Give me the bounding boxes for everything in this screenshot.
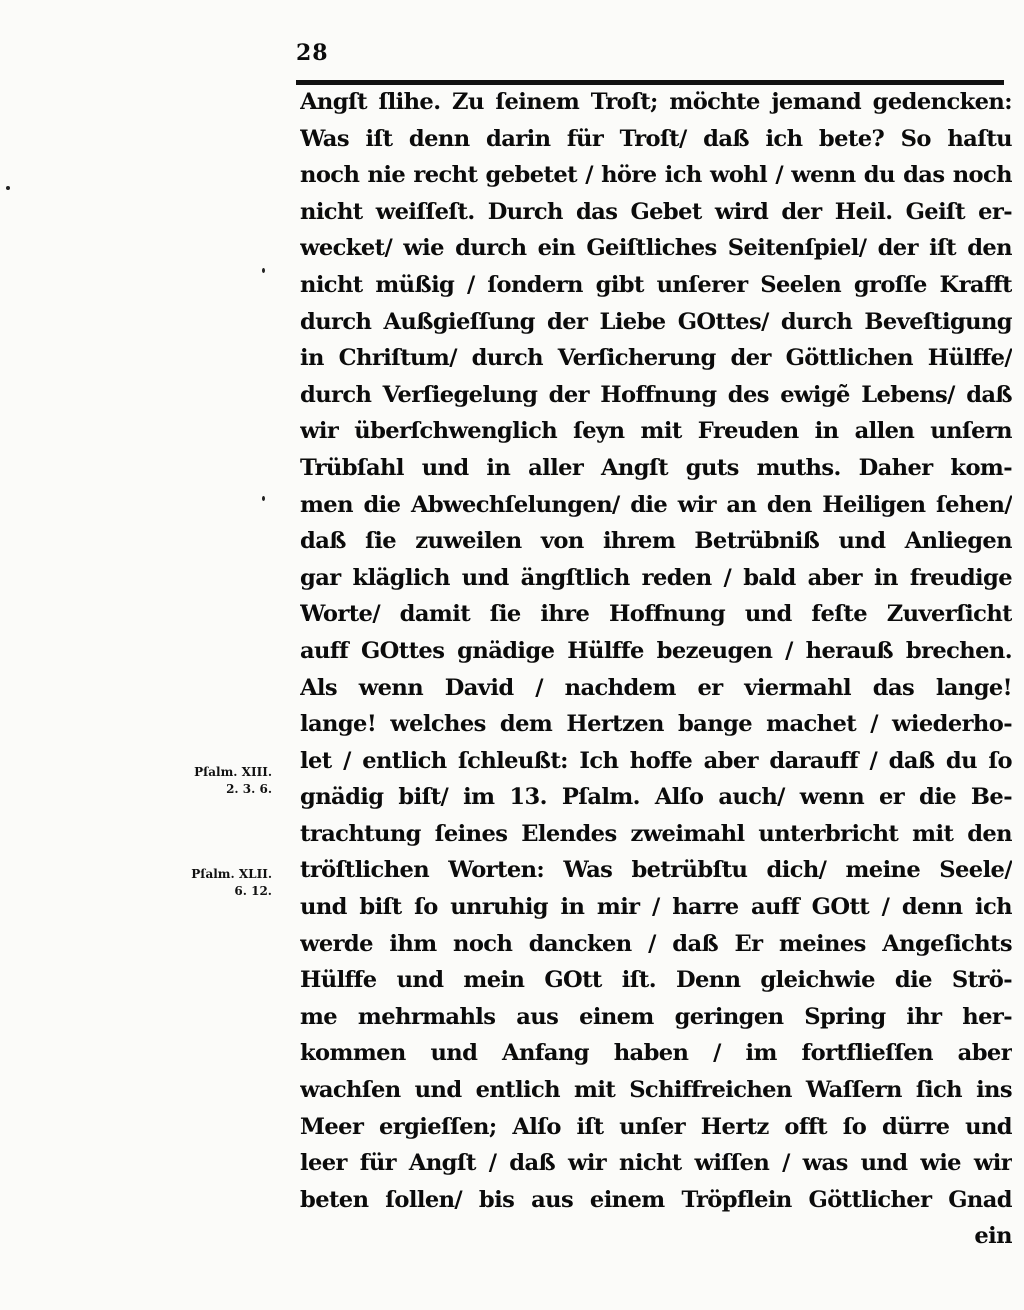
margin-note-reference: Pſalm. XIII.: [194, 765, 272, 779]
text-line: noch nie recht gebetet / höre ich wohl / wenn du das noch: [300, 162, 1012, 189]
text-line: durch Verſiegelung der Hoffnung des ewigẽ Lebens/ daß: [300, 381, 1012, 408]
text-line: let / entlich ſchleußt: Ich hoffe aber darauff / daß du ſo: [300, 747, 1012, 774]
text-line: durch Außgieſſung der Liebe GOttes/ durch Beveſtigung: [300, 308, 1012, 335]
margin-note-reference: Pſalm. XLII.: [191, 867, 272, 881]
text-line: kommen und Anfang haben / im fortflieſſen aber: [300, 1040, 1012, 1067]
text-line: Was iſt denn darin für Troſt/ daß ich bete? So haſtu: [300, 125, 1012, 152]
text-line: Trübſahl und in aller Angſt guts muths. Daher kom-: [300, 454, 1012, 481]
ink-speck: [262, 496, 265, 501]
margin-note-psalm-42: [142, 866, 272, 900]
text-line: lange! welches dem Hertzen bange machet / wiederho-: [300, 711, 1012, 738]
text-line: tröſtlichen Worten: Was betrübſtu dich/ meine Seele/: [300, 857, 1012, 884]
text-line: gnädig biſt/ im 13. Pſalm. Alſo auch/ wenn er die Be-: [300, 784, 1012, 811]
text-line: Worte/ damit ſie ihre Hoffnung und feſte Zuverſicht: [300, 601, 1012, 628]
text-line: wecket/ wie durch ein Geiſtliches Seitenſpiel/ der iſt den: [300, 235, 1012, 262]
text-line: trachtung ſeines Elendes zweimahl unterbricht mit den: [300, 820, 1012, 847]
text-line: nicht weiſſeſt. Durch das Gebet wird der Heil. Geiſt er-: [300, 198, 1012, 225]
text-line: gar kläglich und ängſtlich reden / bald aber in freudige: [300, 564, 1012, 591]
ink-speck: [262, 268, 265, 273]
text-line: beten ſollen/ bis aus einem Tröpflein Göttlicher Gnad: [300, 1186, 1012, 1213]
text-line: Hülffe und mein GOtt iſt. Denn gleichwie die Strö-: [300, 967, 1012, 994]
page-number: 28: [296, 40, 329, 66]
text-line: Als wenn David / nachdem er viermahl das lange!: [300, 674, 1012, 701]
body-text: [300, 84, 1012, 1255]
catchword: ein: [974, 1223, 1012, 1250]
margin-note-verses: 6. 12.: [234, 884, 272, 898]
text-line: auff GOttes gnädige Hülffe bezeugen / herauß brechen.: [300, 637, 1012, 664]
margin-note-psalm-13: [142, 764, 272, 798]
ink-speck: [6, 186, 10, 190]
text-line: wachſen und entlich mit Schiffreichen Waſſern ſich ins: [300, 1077, 1012, 1104]
text-line: men die Abwechſelungen/ die wir an den Heiligen ſehen/: [300, 491, 1012, 518]
margin-note-verses: 2. 3. 6.: [226, 782, 272, 796]
text-line: me mehrmahls aus einem geringen Spring ihr her-: [300, 1003, 1012, 1030]
text-line: und biſt ſo unruhig in mir / harre auff GOtt / denn ich: [300, 894, 1012, 921]
text-line: Meer ergieſſen; Alſo iſt unſer Hertz offt ſo dürre und: [300, 1113, 1012, 1140]
text-line: in Chriſtum/ durch Verſicherung der Göttlichen Hülffe/: [300, 345, 1012, 372]
text-line: nicht müßig / ſondern gibt unſerer Seelen groſſe Krafft: [300, 271, 1012, 298]
text-line: Angſt ſlihe. Zu ſeinem Troſt; möchte jemand gedencken:: [300, 89, 1012, 115]
text-line: werde ihm noch dancken / daß Er meines Angeſichts: [300, 930, 1012, 957]
text-line: daß ſie zuweilen von ihrem Betrübniß und Anliegen: [300, 528, 1012, 555]
text-line: wir überſchwenglich ſeyn mit Freuden in allen unſern: [300, 418, 1012, 445]
text-line: leer für Angſt / daß wir nicht wiſſen / was und wie wir: [300, 1150, 1012, 1177]
